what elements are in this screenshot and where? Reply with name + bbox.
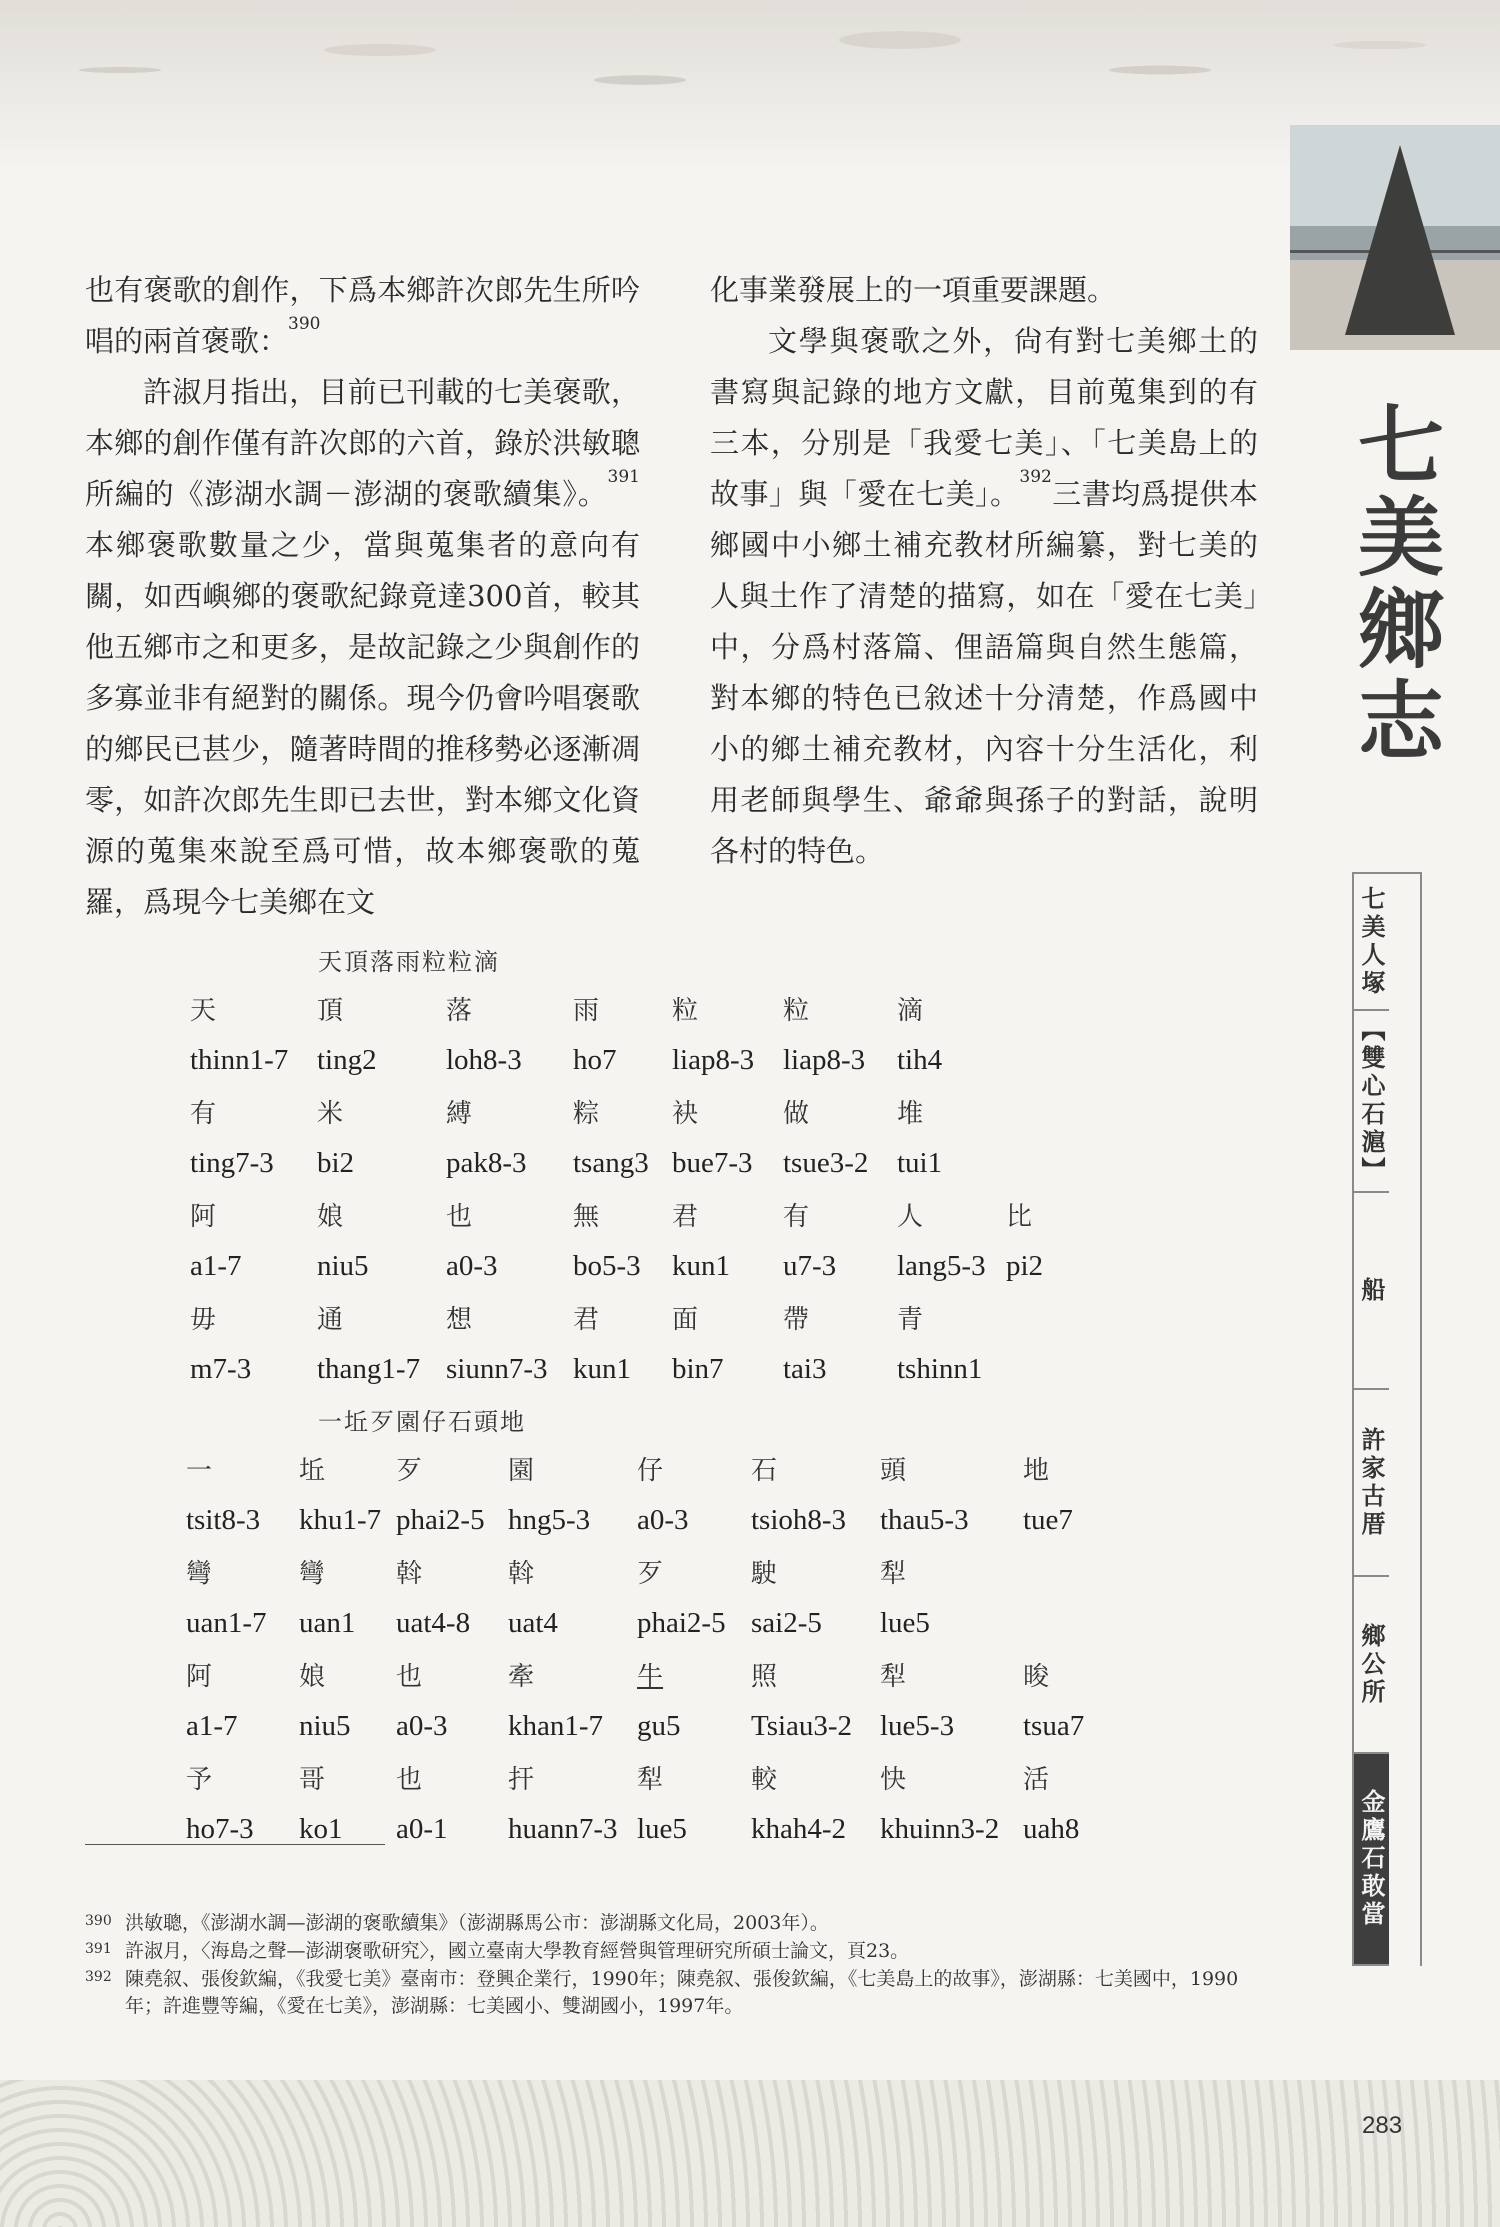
character: 面 (672, 1305, 699, 1335)
character: 無 (573, 1202, 600, 1232)
section-tab[interactable]: 許家古厝 (1354, 1390, 1389, 1577)
lyric-row (0, 1093, 1200, 1133)
syllable: hng5-3 (508, 1503, 591, 1536)
syllable: tsioh8-3 (751, 1503, 847, 1536)
lyric-row (0, 1299, 1200, 1339)
section-tab[interactable]: 金鷹石敢當 (1354, 1754, 1389, 1966)
syllable: liap8-3 (672, 1043, 755, 1076)
syllable: ting7-3 (190, 1146, 274, 1179)
syllable: khu1-7 (299, 1503, 382, 1536)
character: 有 (783, 1202, 810, 1232)
character: 頂 (317, 996, 344, 1026)
syllable: a0-1 (396, 1812, 448, 1845)
section-tab[interactable]: 鄉公所 (1354, 1577, 1389, 1754)
syllable: uan1-7 (186, 1606, 267, 1639)
character: 君 (573, 1305, 600, 1335)
paragraph: 許淑月指出，目前已刊載的七美褒歌，本鄉的創作僅有許次郎的六首，錄於洪敏聰所編的《澎湖水調－澎湖的褒歌續集》。$^{391}$本鄉褒歌數量之少，當與蒐集者的意向有關，如西嶼鄉的褒歌紀錄竟達300首，較其他五鄉市之和更多，是故記錄之少與創作的多寡並非有絕對的關係。現今仍會吟唱褒歌的鄉民已甚少，隨著時間的推移勢必逐漸凋零，如許次郎先生即已去世，對本鄉文化資源的蒐集來說至爲可惜，故本鄉褒歌的蒐羅，爲現今七美鄉在文 (85, 375, 640, 919)
character: 犁 (880, 1559, 907, 1589)
character: 堆 (897, 1099, 924, 1129)
character: 人 (897, 1202, 924, 1232)
syllable: a1-7 (190, 1249, 242, 1282)
section-tab[interactable]: 【雙心石滬】 (1354, 1011, 1389, 1193)
syllable: tshinn1 (897, 1352, 983, 1385)
character: 歹 (396, 1456, 423, 1486)
syllable: sai2-5 (751, 1606, 822, 1639)
syllable: tsang3 (573, 1146, 649, 1179)
syllable: a0-3 (446, 1249, 498, 1282)
stone-mound-photo (1290, 125, 1500, 350)
syllable: thau5-3 (880, 1503, 969, 1536)
character: 阿 (186, 1662, 213, 1692)
footnote (85, 1910, 1265, 1937)
syllable: kun1 (672, 1249, 730, 1282)
character: 雨 (573, 996, 600, 1026)
syllable: a0-3 (637, 1503, 689, 1536)
character: 駛 (751, 1559, 778, 1589)
syllable: khuinn3-2 (880, 1812, 1000, 1845)
syllable: tsue3-2 (783, 1146, 869, 1179)
character: 晙 (1023, 1662, 1050, 1692)
syllable: niu5 (317, 1249, 369, 1282)
syllable: a1-7 (186, 1709, 238, 1742)
cloud-border-top (0, 0, 1500, 170)
character: 哥 (299, 1765, 326, 1795)
syllable: lue5-3 (880, 1709, 955, 1742)
character: 坵 (299, 1456, 326, 1486)
character: 仔 (637, 1456, 664, 1486)
paragraph: 化事業發展上的一項重要課題。 (710, 273, 1117, 307)
footnote-text: 陳堯叙、張俊欽編，《我愛七美》臺南市：登興企業行，1990年；陳堯叙、張俊欽編，《七美島上的故事》，澎湖縣：七美國中，1990年；許進豐等編，《愛在七美》，澎湖縣：七美國小、雙湖國小，1997年。 (125, 1968, 1239, 2017)
character: 牛 (637, 1662, 664, 1692)
section-tab[interactable]: 船 (1354, 1193, 1389, 1390)
character: 犁 (880, 1662, 907, 1692)
character: 較 (751, 1765, 778, 1795)
syllable: Tsiau3-2 (751, 1709, 853, 1742)
character: 也 (396, 1662, 423, 1692)
paragraph: 也有褒歌的創作，下爲本鄉許次郎先生所吟唱的兩首褒歌：$^{390}$ (85, 273, 640, 358)
character: 縛 (446, 1099, 473, 1129)
character: 活 (1023, 1765, 1050, 1795)
romanization-row (0, 1147, 1200, 1187)
lyric-row (0, 1196, 1200, 1236)
syllable: uan1 (299, 1606, 356, 1639)
character: 照 (751, 1662, 778, 1692)
syllable: huann7-3 (508, 1812, 618, 1845)
footnote-number: 392 (85, 1969, 112, 1985)
syllable: phai2-5 (396, 1503, 485, 1536)
syllable: bin7 (672, 1352, 724, 1385)
section-tab[interactable]: 七美人塚 (1354, 874, 1389, 1011)
character: 頭 (880, 1456, 907, 1486)
character: 帶 (783, 1305, 810, 1335)
character: 石 (751, 1456, 778, 1486)
syllable: khan1-7 (508, 1709, 604, 1742)
character: 園 (508, 1456, 535, 1486)
character: 扞 (508, 1765, 535, 1795)
syllable: ho7 (573, 1043, 617, 1076)
syllable: m7-3 (190, 1352, 252, 1385)
footnote-number: 391 (85, 1941, 112, 1957)
character: 娘 (299, 1662, 326, 1692)
character: 阿 (190, 1202, 217, 1232)
footnote (85, 1966, 1265, 2020)
character: 天 (190, 996, 217, 1026)
syllable: lang5-3 (897, 1249, 986, 1282)
syllable: kun1 (573, 1352, 631, 1385)
syllable: ko1 (299, 1812, 343, 1845)
syllable: u7-3 (783, 1249, 837, 1282)
text-column-left (85, 265, 640, 928)
character: 落 (446, 996, 473, 1026)
footnote (85, 1938, 1265, 1965)
character: 彎 (186, 1559, 213, 1589)
romanization-row (0, 1710, 1200, 1750)
syllable: siunn7-3 (446, 1352, 548, 1385)
syllable: khah4-2 (751, 1812, 847, 1845)
paragraph: 文學與褒歌之外，尙有對七美鄉土的書寫與記錄的地方文獻，目前蒐集到的有三本，分別是「我愛七美」、「七美島上的故事」與「愛在七美」。$^{392}$三書均爲提供本鄉國中小鄉土補充教材所編纂，對七美的人與土作了清楚的描寫，如在「愛在七美」中，分爲村落篇、俚語篇與自然生態篇，對本鄉的特色已敘述十分清楚，作爲國中小的鄉土補充教材，內容十分生活化，利用老師與學生、爺爺與孫子的對話，說明各村的特色。 (710, 324, 1258, 868)
character: 青 (897, 1305, 924, 1335)
character: 娘 (317, 1202, 344, 1232)
character: 比 (1006, 1202, 1033, 1232)
character: 地 (1023, 1456, 1050, 1486)
lyric-row (0, 1450, 1200, 1490)
lyric-row (0, 1759, 1200, 1799)
syllable: uat4 (508, 1606, 558, 1639)
song-title: 天頂落雨粒粒滴 (318, 948, 500, 976)
syllable: lue5 (637, 1812, 687, 1845)
syllable: tui1 (897, 1146, 943, 1179)
footnote-text: 洪敏聰，《澎湖水調—澎湖的褒歌續集》（澎湖縣馬公市：澎湖縣文化局，2003年）。 (125, 1912, 829, 1934)
syllable: bi2 (317, 1146, 355, 1179)
character: 通 (317, 1305, 344, 1335)
footnote-ref[interactable]: 391 (607, 467, 640, 487)
character: 歹 (637, 1559, 664, 1589)
syllable: tai3 (783, 1352, 827, 1385)
character: 粽 (573, 1099, 600, 1129)
syllable: niu5 (299, 1709, 351, 1742)
syllable: uat4-8 (396, 1606, 471, 1639)
syllable: tue7 (1023, 1503, 1073, 1536)
wave-border-bottom (0, 2080, 1500, 2227)
character: 彎 (299, 1559, 326, 1589)
character: 快 (880, 1765, 907, 1795)
syllable: phai2-5 (637, 1606, 726, 1639)
character: 粒 (783, 996, 810, 1026)
syllable: pak8-3 (446, 1146, 527, 1179)
syllable: tsit8-3 (186, 1503, 261, 1536)
character: 牽 (508, 1662, 535, 1692)
syllable: gu5 (637, 1709, 681, 1742)
syllable: tih4 (897, 1043, 943, 1076)
syllable: uah8 (1023, 1812, 1080, 1845)
character: 也 (396, 1765, 423, 1795)
romanization-row (0, 1504, 1200, 1544)
syllable: pi2 (1006, 1249, 1044, 1282)
character: 予 (186, 1765, 213, 1795)
syllable: lue5 (880, 1606, 930, 1639)
character: 想 (446, 1305, 473, 1335)
character: 斡 (508, 1559, 535, 1589)
romanization-row (0, 1607, 1200, 1647)
syllable: bo5-3 (573, 1249, 641, 1282)
section-tabs (1352, 872, 1422, 1966)
footnote-text: 許淑月，〈海島之聲—澎湖褒歌研究〉，國立臺南大學教育經營與管理研究所碩士論文，頁23。 (125, 1940, 910, 1962)
page-number: 283 (1362, 2112, 1403, 2139)
footnote-ref[interactable]: 392 (1019, 467, 1052, 487)
romanization-row (0, 1044, 1200, 1084)
character: 斡 (396, 1559, 423, 1589)
character: 犁 (637, 1765, 664, 1795)
character: 米 (317, 1099, 344, 1129)
lyric-row (0, 1656, 1200, 1696)
character: 做 (783, 1099, 810, 1129)
romanization-row (0, 1250, 1200, 1290)
syllable: liap8-3 (783, 1043, 866, 1076)
character: 也 (446, 1202, 473, 1232)
character: 粒 (672, 996, 699, 1026)
footnote-number: 390 (85, 1913, 112, 1929)
footnote-rule (85, 1844, 385, 1845)
syllable: tsua7 (1023, 1709, 1085, 1742)
syllable: thinn1-7 (190, 1043, 289, 1076)
character: 君 (672, 1202, 699, 1232)
romanization-row (0, 1813, 1200, 1853)
syllable: ting2 (317, 1043, 377, 1076)
text-column-right (710, 265, 1258, 877)
syllable: bue7-3 (672, 1146, 753, 1179)
lyric-row (0, 1553, 1200, 1593)
song-title: 一坵歹園仔石頭地 (318, 1408, 526, 1436)
syllable: a0-3 (396, 1709, 448, 1742)
romanization-row (0, 1353, 1200, 1393)
character: 一 (186, 1456, 213, 1486)
book-title: 七美鄉志 (1343, 400, 1444, 768)
lyric-row (0, 990, 1200, 1030)
syllable: ho7-3 (186, 1812, 254, 1845)
character: 有 (190, 1099, 217, 1129)
footnote-ref[interactable]: 390 (288, 314, 321, 334)
syllable: thang1-7 (317, 1352, 421, 1385)
character: 滴 (897, 996, 924, 1026)
character: 袂 (672, 1099, 699, 1129)
character: 毋 (190, 1305, 217, 1335)
syllable: loh8-3 (446, 1043, 522, 1076)
